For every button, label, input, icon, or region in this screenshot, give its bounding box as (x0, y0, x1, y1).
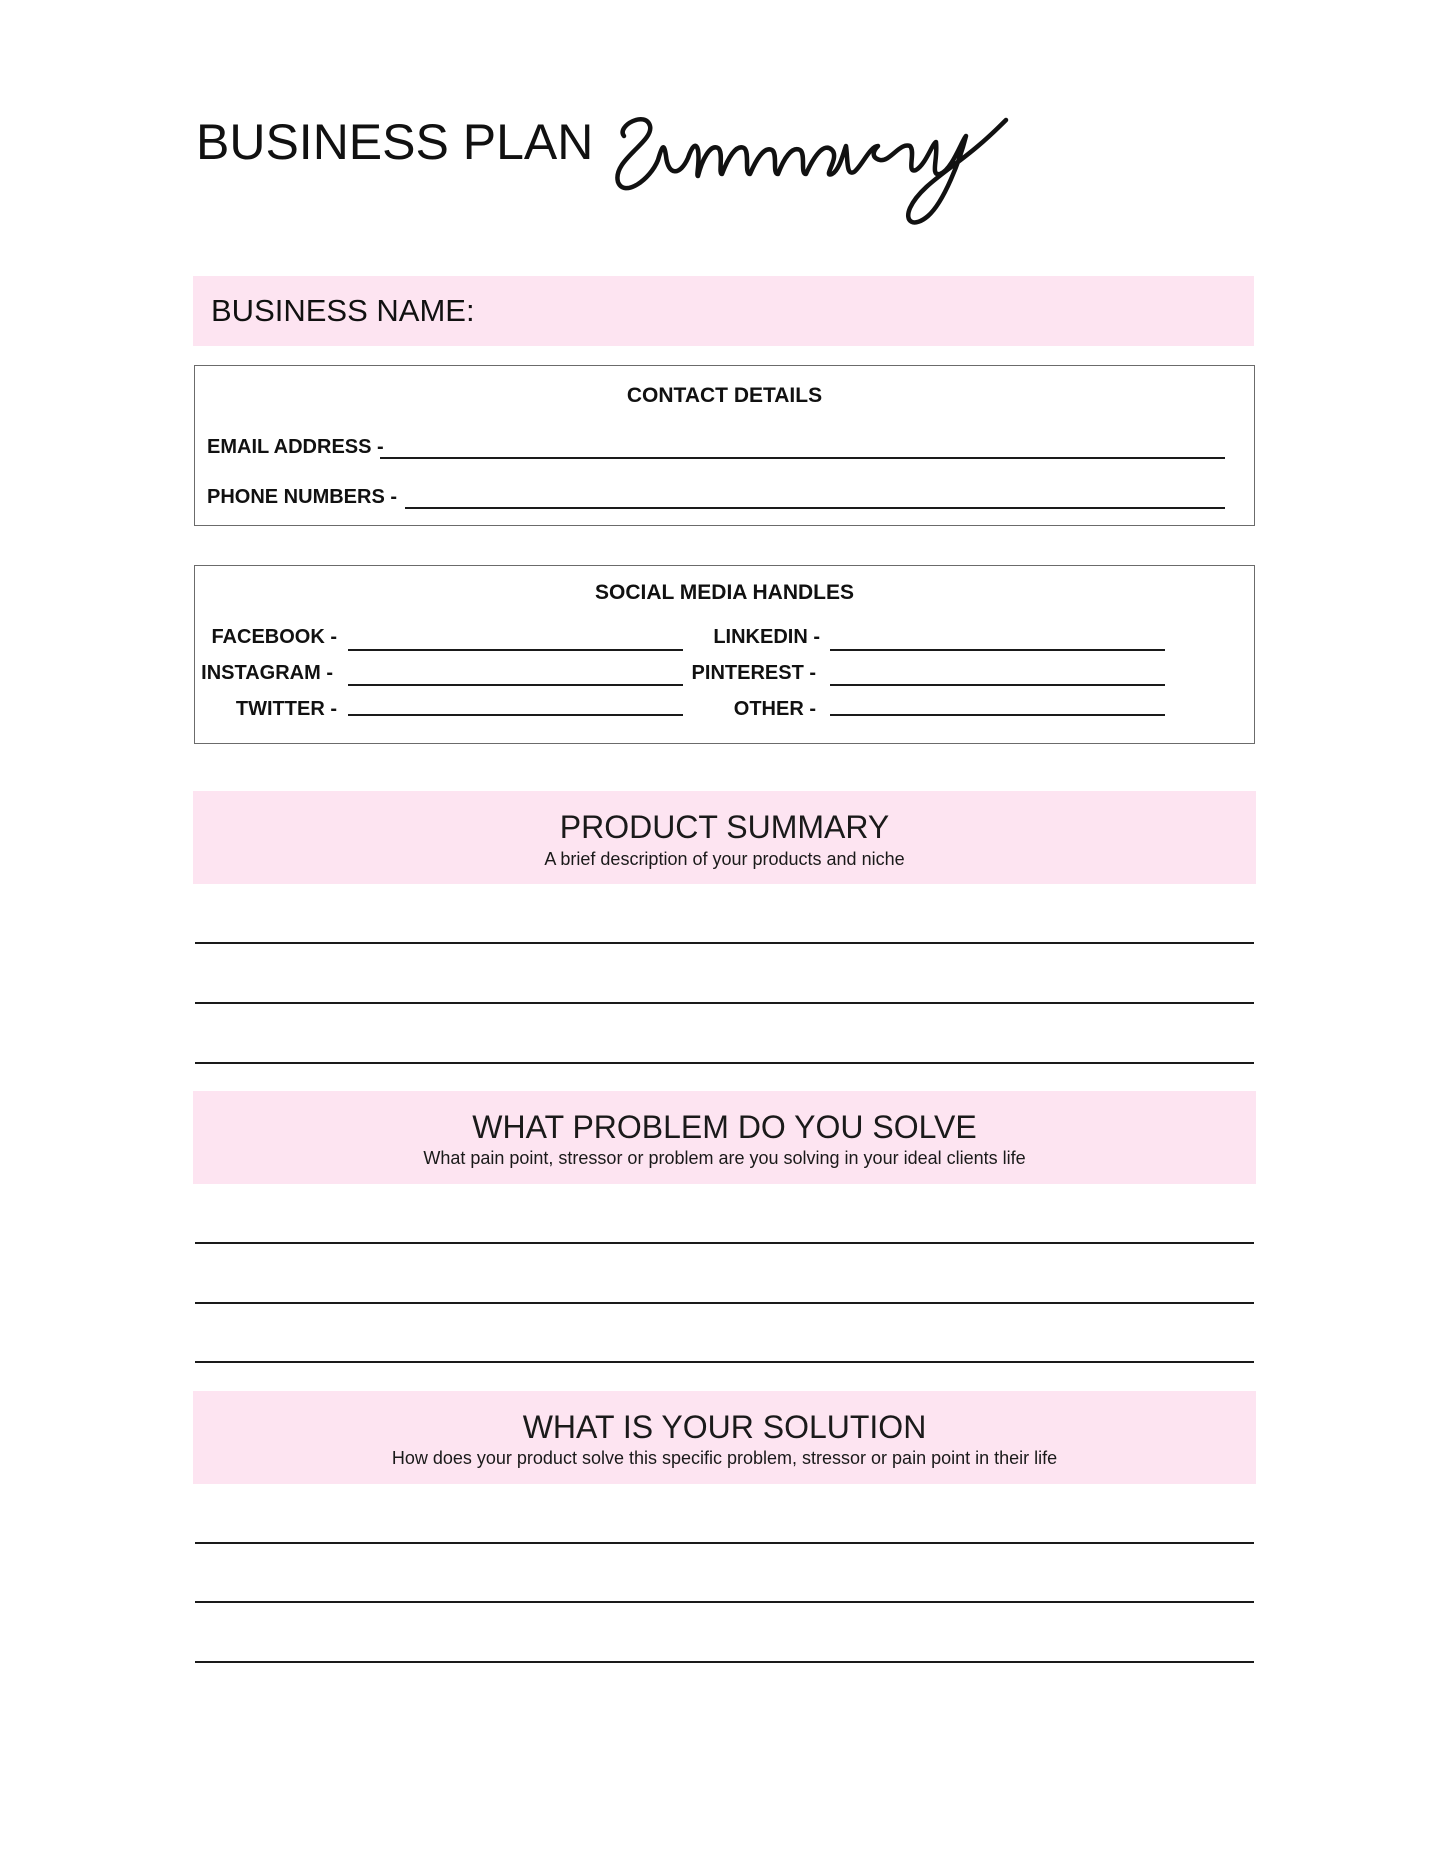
facebook-label: FACEBOOK - (211, 626, 337, 648)
social-media-title: SOCIAL MEDIA HANDLES (594, 581, 854, 604)
problem-line-3[interactable] (195, 1361, 1254, 1363)
linkedin-label: LINKEDIN - (713, 626, 820, 648)
solution-title: WHAT IS YOUR SOLUTION (522, 1409, 927, 1445)
script-summary-wordmark (610, 80, 1030, 230)
solution-line-3[interactable] (195, 1661, 1254, 1663)
contact-details-title: CONTACT DETAILS (626, 384, 823, 407)
other-label: OTHER - (733, 698, 816, 720)
problem-line-1[interactable] (195, 1242, 1254, 1244)
product-summary-line-3[interactable] (195, 1062, 1254, 1064)
product-summary-title: PRODUCT SUMMARY (559, 809, 890, 845)
solution-line-1[interactable] (195, 1542, 1254, 1544)
problem-line-2[interactable] (195, 1302, 1254, 1304)
solution-line-2[interactable] (195, 1601, 1254, 1603)
other-line[interactable] (830, 714, 1165, 716)
pinterest-line[interactable] (830, 684, 1165, 686)
business-name-label: BUSINESS NAME: (211, 293, 475, 328)
email-address-line[interactable] (380, 457, 1225, 459)
instagram-label: INSTAGRAM - (201, 662, 333, 684)
page-title: BUSINESS PLAN (196, 114, 594, 170)
email-address-label: EMAIL ADDRESS - (207, 436, 384, 458)
solution-subtitle: How does your product solve this specific problem, stressor or pain point in their life (391, 1448, 1058, 1468)
pinterest-label: PINTEREST - (691, 662, 816, 684)
product-summary-line-1[interactable] (195, 942, 1254, 944)
product-summary-line-2[interactable] (195, 1002, 1254, 1004)
phone-numbers-label: PHONE NUMBERS - (207, 486, 398, 508)
problem-subtitle: What pain point, stressor or problem are you solving in your ideal clients life (423, 1148, 1026, 1168)
product-summary-subtitle: A brief description of your products and niche (544, 849, 905, 869)
linkedin-line[interactable] (830, 649, 1165, 651)
problem-title: WHAT PROBLEM DO YOU SOLVE (472, 1109, 977, 1145)
phone-numbers-line[interactable] (405, 507, 1225, 509)
twitter-label: TWITTER - (235, 698, 337, 720)
